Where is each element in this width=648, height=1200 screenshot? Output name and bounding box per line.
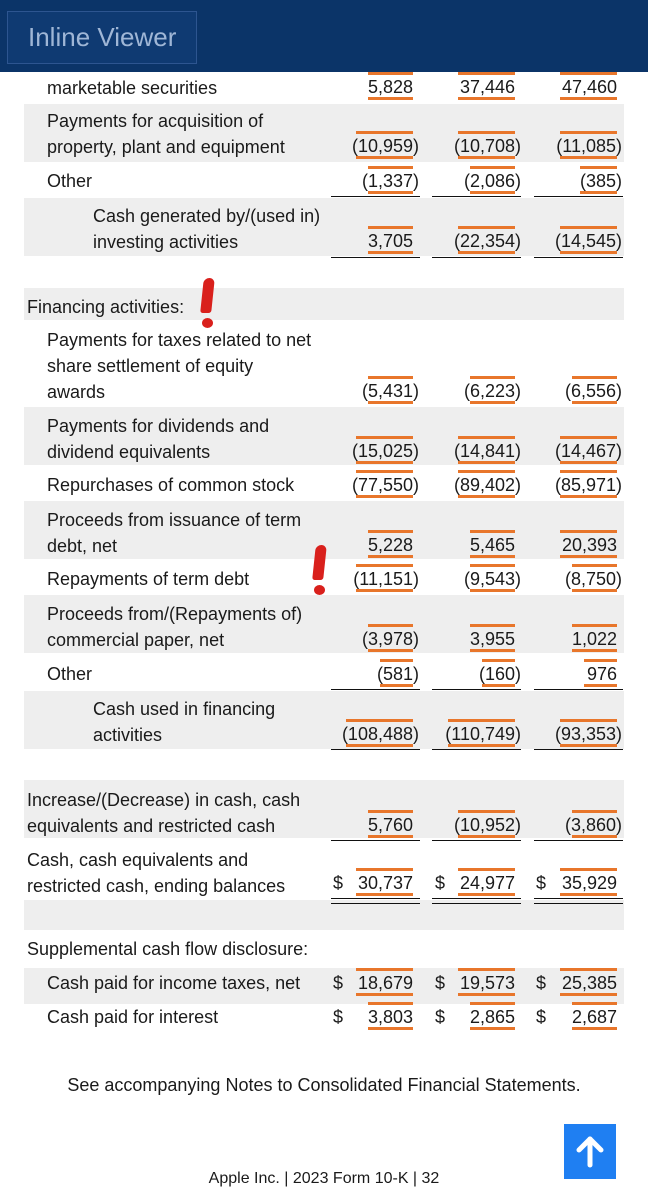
highlight-underline bbox=[356, 564, 413, 567]
viewer-header bbox=[0, 0, 648, 72]
subtotal-rule bbox=[331, 689, 420, 690]
highlight-underline bbox=[458, 868, 515, 871]
highlight-underline bbox=[560, 555, 617, 558]
value-2023: (581) bbox=[376, 664, 419, 684]
highlight-underline bbox=[560, 495, 617, 498]
currency-symbol: $ bbox=[333, 873, 344, 893]
value-2021: (93,353) bbox=[554, 724, 622, 744]
line-item-label: investing activities bbox=[93, 232, 239, 252]
value-2023: 5,760 bbox=[367, 815, 413, 835]
value-2022: (22,354) bbox=[453, 231, 521, 251]
cash-flow-statement bbox=[0, 72, 648, 1200]
highlight-underline bbox=[470, 1002, 515, 1005]
highlight-underline bbox=[356, 156, 413, 159]
line-item-label: property, plant and equipment bbox=[47, 137, 285, 157]
line-item-label: Cash generated by/(used in) bbox=[93, 206, 321, 226]
highlight-underline bbox=[470, 376, 515, 379]
highlight-underline bbox=[356, 131, 413, 134]
highlight-underline bbox=[380, 684, 413, 687]
highlight-underline bbox=[368, 649, 413, 652]
highlight-underline bbox=[584, 684, 617, 687]
value-2023: 3,705 bbox=[367, 231, 413, 251]
total-rule bbox=[331, 749, 420, 750]
highlight-underline bbox=[458, 470, 515, 473]
value-2022: 5,465 bbox=[469, 535, 515, 555]
subtotal-rule bbox=[432, 840, 521, 841]
line-item-label: Repayments of term debt bbox=[47, 569, 250, 589]
total-rule bbox=[432, 749, 521, 750]
value-2021: 25,385 bbox=[561, 973, 617, 993]
highlight-underline bbox=[356, 461, 413, 464]
inline-viewer-button[interactable]: Inline Viewer bbox=[7, 11, 197, 64]
highlight-underline bbox=[572, 624, 617, 627]
highlight-underline bbox=[368, 1027, 413, 1030]
highlight-underline bbox=[458, 893, 515, 896]
value-2022: (10,952) bbox=[453, 815, 521, 835]
value-2023: 3,803 bbox=[367, 1007, 413, 1027]
highlight-underline bbox=[368, 191, 413, 194]
highlight-underline bbox=[584, 659, 617, 662]
highlight-underline bbox=[470, 530, 515, 533]
currency-symbol: $ bbox=[435, 1007, 446, 1027]
currency-symbol: $ bbox=[536, 1007, 547, 1027]
value-2022: 3,955 bbox=[469, 629, 515, 649]
highlight-underline bbox=[368, 624, 413, 627]
value-2021: (14,545) bbox=[554, 231, 622, 251]
highlight-underline bbox=[560, 131, 617, 134]
highlight-underline bbox=[560, 893, 617, 896]
line-item-label: dividend equivalents bbox=[47, 442, 211, 462]
highlight-underline bbox=[356, 589, 413, 592]
highlight-underline bbox=[470, 564, 515, 567]
highlight-underline bbox=[560, 436, 617, 439]
highlight-underline bbox=[482, 659, 515, 662]
highlight-underline bbox=[356, 436, 413, 439]
highlight-underline bbox=[470, 649, 515, 652]
highlight-underline bbox=[560, 156, 617, 159]
highlight-underline bbox=[458, 97, 515, 100]
currency-symbol: $ bbox=[435, 873, 446, 893]
highlight-underline bbox=[448, 719, 515, 722]
total-rule bbox=[432, 257, 521, 258]
currency-symbol: $ bbox=[333, 1007, 344, 1027]
line-item-label: marketable securities bbox=[47, 78, 218, 98]
highlight-underline bbox=[368, 97, 413, 100]
value-2023: (77,550) bbox=[351, 475, 419, 495]
highlight-underline bbox=[458, 461, 515, 464]
grand-total-double-rule bbox=[432, 898, 521, 904]
line-item-label: commercial paper, net bbox=[47, 630, 225, 650]
subtotal-rule bbox=[432, 196, 521, 197]
highlight-underline bbox=[580, 191, 617, 194]
value-2022: (160) bbox=[478, 664, 521, 684]
highlight-underline bbox=[458, 810, 515, 813]
highlight-underline bbox=[560, 470, 617, 473]
line-item-label: share settlement of equity bbox=[47, 356, 254, 376]
line-item-label: activities bbox=[93, 725, 163, 745]
highlight-underline bbox=[368, 72, 413, 75]
highlight-underline bbox=[458, 495, 515, 498]
highlight-underline bbox=[368, 226, 413, 229]
highlight-underline bbox=[572, 376, 617, 379]
value-2022: (6,223) bbox=[463, 381, 521, 401]
highlight-underline bbox=[458, 436, 515, 439]
value-2021: 2,687 bbox=[571, 1007, 617, 1027]
value-2022: (2,086) bbox=[463, 171, 521, 191]
highlight-underline bbox=[458, 993, 515, 996]
highlight-underline bbox=[560, 97, 617, 100]
total-rule bbox=[331, 257, 420, 258]
value-2023: (3,978) bbox=[361, 629, 419, 649]
highlight-underline bbox=[458, 156, 515, 159]
highlight-underline bbox=[560, 868, 617, 871]
value-2023: (1,337) bbox=[361, 171, 419, 191]
value-2022: (10,708) bbox=[453, 136, 521, 156]
subtotal-rule bbox=[534, 840, 623, 841]
highlight-underline bbox=[560, 530, 617, 533]
highlight-underline bbox=[572, 1002, 617, 1005]
subtotal-rule bbox=[331, 196, 420, 197]
total-rule bbox=[534, 749, 623, 750]
grand-total-double-rule bbox=[534, 898, 623, 904]
highlight-underline bbox=[458, 226, 515, 229]
highlight-underline bbox=[560, 461, 617, 464]
value-2021: (85,971) bbox=[554, 475, 622, 495]
line-item-label: Cash used in financing bbox=[93, 699, 276, 719]
highlight-underline bbox=[470, 191, 515, 194]
highlight-underline bbox=[572, 810, 617, 813]
highlight-underline bbox=[458, 968, 515, 971]
line-item-label: restricted cash, ending balances bbox=[27, 876, 286, 896]
value-2022: (110,749) bbox=[445, 724, 521, 744]
section-heading: Supplemental cash flow disclosure: bbox=[27, 939, 309, 959]
highlight-underline bbox=[356, 470, 413, 473]
highlight-underline bbox=[560, 226, 617, 229]
section-heading: Financing activities: bbox=[27, 297, 185, 317]
highlight-underline bbox=[560, 968, 617, 971]
highlight-underline bbox=[560, 719, 617, 722]
highlight-underline bbox=[572, 1027, 617, 1030]
subtotal-rule bbox=[432, 689, 521, 690]
page-footer: Apple Inc. | 2023 Form 10-K | 32 bbox=[208, 1170, 440, 1187]
value-2022: (89,402) bbox=[453, 475, 521, 495]
line-item-label: Payments for acquisition of bbox=[47, 111, 264, 131]
value-2021: (11,085) bbox=[556, 136, 622, 156]
value-2022: (14,841) bbox=[453, 441, 521, 461]
currency-symbol: $ bbox=[435, 973, 446, 993]
line-item-label: Other bbox=[47, 664, 93, 684]
highlight-underline bbox=[470, 589, 515, 592]
highlight-underline bbox=[448, 744, 515, 747]
line-item-label: Proceeds from issuance of term bbox=[47, 510, 302, 530]
value-2021: 47,460 bbox=[561, 77, 617, 97]
value-2021: 1,022 bbox=[571, 629, 617, 649]
highlight-underline bbox=[368, 401, 413, 404]
total-rule bbox=[534, 257, 623, 258]
highlight-underline bbox=[368, 166, 413, 169]
value-2023: (108,488) bbox=[341, 724, 419, 744]
highlight-underline bbox=[458, 131, 515, 134]
highlight-underline bbox=[368, 376, 413, 379]
line-item-label: awards bbox=[47, 382, 106, 402]
value-2021: (385) bbox=[579, 171, 622, 191]
highlight-underline bbox=[346, 719, 413, 722]
highlight-underline bbox=[346, 744, 413, 747]
highlight-underline bbox=[470, 624, 515, 627]
subtotal-rule bbox=[331, 840, 420, 841]
highlight-underline bbox=[572, 649, 617, 652]
value-2023: (11,151) bbox=[353, 569, 419, 589]
line-item-label: Increase/(Decrease) in cash, cash bbox=[27, 790, 301, 810]
highlight-underline bbox=[482, 684, 515, 687]
highlight-underline bbox=[470, 555, 515, 558]
highlight-underline bbox=[368, 810, 413, 813]
highlight-underline bbox=[572, 564, 617, 567]
currency-symbol: $ bbox=[333, 973, 344, 993]
highlight-underline bbox=[368, 1002, 413, 1005]
highlight-underline bbox=[368, 555, 413, 558]
line-item-label: Proceeds from/(Repayments of) bbox=[47, 604, 303, 624]
highlight-underline bbox=[356, 968, 413, 971]
value-2023: (10,959) bbox=[351, 136, 419, 156]
line-item-label: Payments for dividends and bbox=[47, 416, 270, 436]
value-2023: 18,679 bbox=[357, 973, 413, 993]
value-2022: 19,573 bbox=[459, 973, 515, 993]
value-2021: 976 bbox=[586, 664, 617, 684]
value-2022: 37,446 bbox=[459, 77, 515, 97]
highlight-underline bbox=[368, 251, 413, 254]
line-item-label: debt, net bbox=[47, 536, 118, 556]
highlight-underline bbox=[470, 166, 515, 169]
value-2022: (9,543) bbox=[463, 569, 521, 589]
value-2023: 30,737 bbox=[357, 873, 413, 893]
line-item-label: Cash, cash equivalents and bbox=[27, 850, 249, 870]
highlight-underline bbox=[368, 835, 413, 838]
highlight-underline bbox=[356, 893, 413, 896]
line-item-label: Payments for taxes related to net bbox=[47, 330, 312, 350]
highlight-underline bbox=[560, 993, 617, 996]
highlight-underline bbox=[368, 530, 413, 533]
highlight-underline bbox=[572, 835, 617, 838]
value-2021: (6,556) bbox=[564, 381, 622, 401]
value-2021: 20,393 bbox=[561, 535, 617, 555]
value-2023: (15,025) bbox=[351, 441, 419, 461]
line-item-label: Repurchases of common stock bbox=[47, 475, 295, 495]
highlight-underline bbox=[560, 251, 617, 254]
notes-reference: See accompanying Notes to Consolidated Financial Statements. bbox=[67, 1075, 581, 1095]
highlight-underline bbox=[572, 589, 617, 592]
currency-symbol: $ bbox=[536, 873, 547, 893]
highlight-underline bbox=[356, 993, 413, 996]
value-2022: 24,977 bbox=[459, 873, 515, 893]
highlight-underline bbox=[458, 251, 515, 254]
highlight-underline bbox=[470, 1027, 515, 1030]
highlight-underline bbox=[560, 744, 617, 747]
value-2021: (14,467) bbox=[554, 441, 622, 461]
highlight-underline bbox=[356, 868, 413, 871]
value-2021: (3,860) bbox=[564, 815, 622, 835]
grand-total-double-rule bbox=[331, 898, 420, 904]
highlight-underline bbox=[470, 401, 515, 404]
row-background bbox=[24, 900, 624, 930]
subtotal-rule bbox=[534, 689, 623, 690]
value-2023: 5,828 bbox=[367, 77, 413, 97]
currency-symbol: $ bbox=[536, 973, 547, 993]
line-item-label: Cash paid for interest bbox=[47, 1007, 219, 1027]
highlight-underline bbox=[458, 72, 515, 75]
value-2023: (5,431) bbox=[361, 381, 419, 401]
highlight-underline bbox=[580, 166, 617, 169]
value-2021: (8,750) bbox=[564, 569, 622, 589]
highlight-underline bbox=[572, 401, 617, 404]
highlight-underline bbox=[560, 72, 617, 75]
highlight-underline bbox=[356, 495, 413, 498]
highlight-underline bbox=[458, 835, 515, 838]
value-2022: 2,865 bbox=[469, 1007, 515, 1027]
line-item-label: Other bbox=[47, 171, 93, 191]
line-item-label: equivalents and restricted cash bbox=[27, 816, 276, 836]
highlight-underline bbox=[380, 659, 413, 662]
subtotal-rule bbox=[534, 196, 623, 197]
value-2023: 5,228 bbox=[367, 535, 413, 555]
value-2021: 35,929 bbox=[561, 873, 617, 893]
line-item-label: Cash paid for income taxes, net bbox=[47, 973, 301, 993]
